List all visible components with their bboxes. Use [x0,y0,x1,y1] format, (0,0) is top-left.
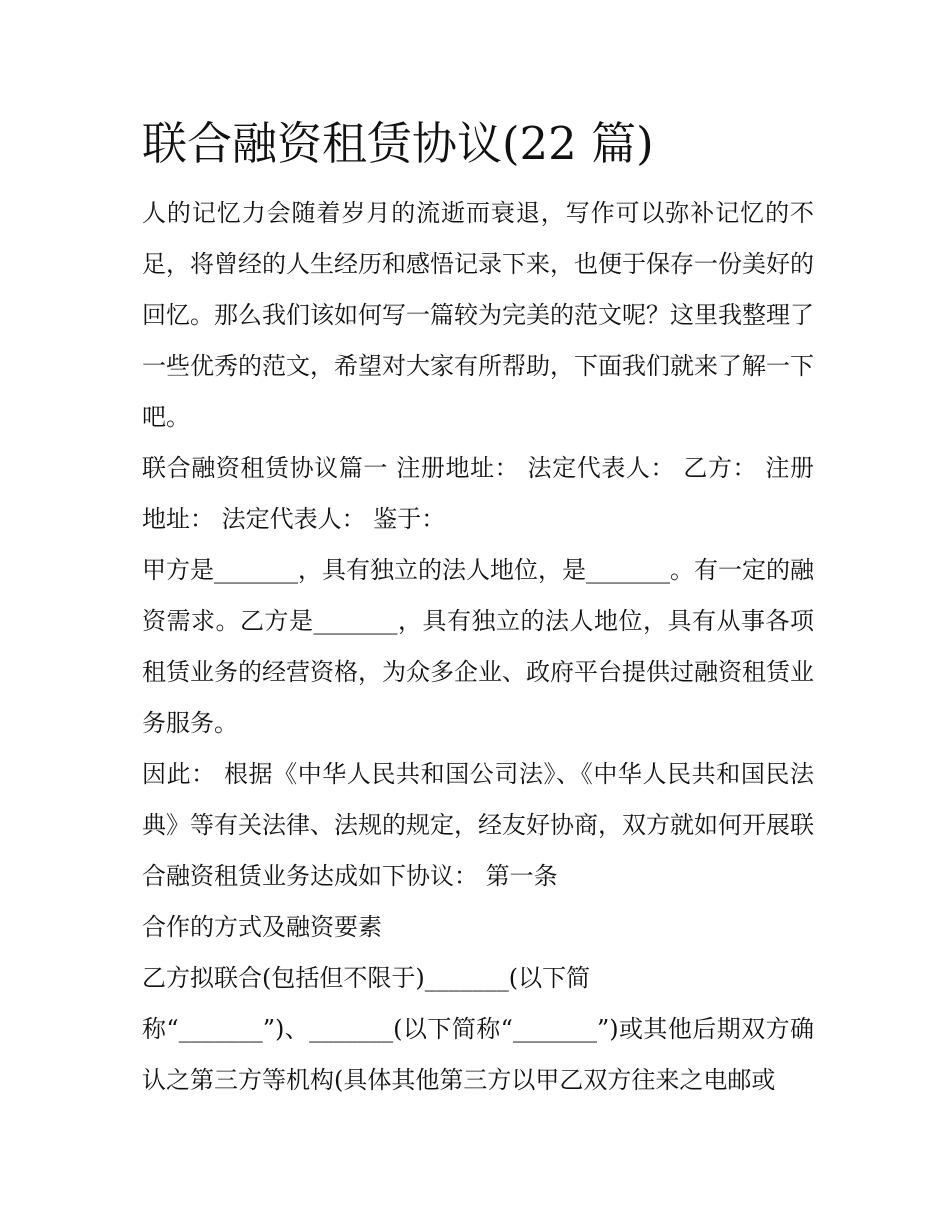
section-one-heading: 联合融资租赁协议篇一 注册地址： 法定代表人： 乙方： 注册地址： 法定代表人： 鉴于： [142,454,814,533]
cooperation-heading: 合作的方式及融资要素 [142,913,382,941]
third-party-paragraph: 称“_______”)、_______(以下简称“_______”)或其他后期双方确认之第三方等机构(具体其他第三方以甲乙双方往来之电邮或 [142,1015,814,1094]
party-a-paragraph: 甲方是_______，具有独立的法人地位，是_______。有一定的融资需求。乙方是_______，具有独立的法人地位，具有从事各项租赁业务的经营资格，为众多企业、政府平台提供过融资租赁业务服务。 [142,556,814,737]
joint-party-line: 乙方拟联合(包括但不限于)_______(以下简 [142,964,591,992]
intro-paragraph: 人的记忆力会随着岁月的流逝而衰退，写作可以弥补记忆的不足，将曾经的人生经历和感悟记录下来，也便于保存一份美好的回忆。那么我们该如何写一篇较为完美的范文呢？这里我整理了一些优秀的范文，希望对大家有所帮助，下面我们就来了解一下吧。 [142,199,814,431]
document-page [142,112,814,1106]
legal-basis-paragraph: 因此： 根据《中华人民共和国公司法》、《中华人民共和国民法典》等有关法律、法规的规定，经友好协商，双方就如何开展联合融资租赁业务达成如下协议： 第一条 [142,760,814,890]
document-title: 联合融资租赁协议(22 篇) [142,117,654,170]
